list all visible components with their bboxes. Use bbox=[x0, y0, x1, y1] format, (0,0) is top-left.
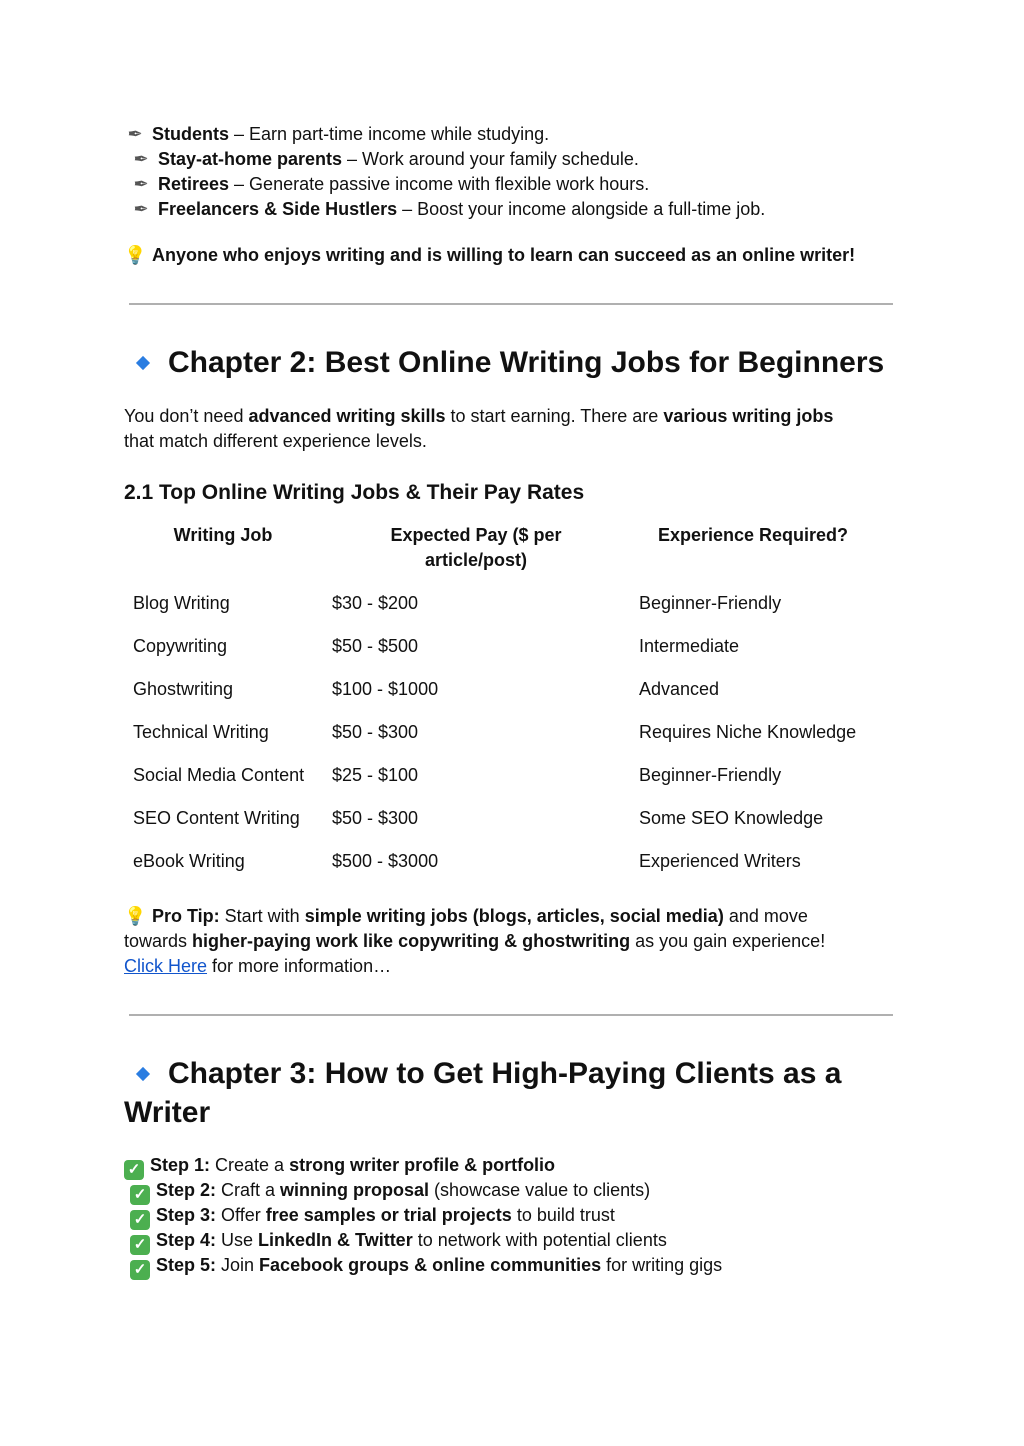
cell-pay: $50 - $300 bbox=[332, 722, 419, 742]
cell-experience: Some SEO Knowledge bbox=[639, 808, 824, 828]
pen-icon: ✒ bbox=[133, 199, 149, 219]
cell-pay: $50 - $300 bbox=[332, 808, 419, 828]
check-icon: ✓ bbox=[130, 1185, 150, 1205]
cell-pay: $50 - $500 bbox=[332, 636, 419, 656]
list-item: ✒ Stay-at-home parents – Work around your family schedule. bbox=[130, 147, 639, 172]
table-header-job: Writing Job bbox=[173, 525, 273, 545]
cell-experience: Advanced bbox=[639, 679, 720, 699]
chapter-3-title-cont: Writer bbox=[124, 1096, 211, 1129]
pen-icon: ✒ bbox=[133, 149, 149, 169]
pen-icon: ✒ bbox=[133, 174, 149, 194]
table-header-experience: Experience Required? bbox=[657, 525, 849, 545]
cell-experience: Beginner-Friendly bbox=[639, 593, 782, 613]
table-header-pay-cont: article/post) bbox=[424, 550, 528, 570]
cell-job: eBook Writing bbox=[133, 851, 245, 871]
cell-job: Social Media Content bbox=[133, 765, 305, 785]
cell-job: SEO Content Writing bbox=[133, 808, 300, 828]
chapter-2-intro: You don’t need advanced writing skills to start earning. There are various writing jobs bbox=[124, 406, 834, 426]
pro-tip: 💡 Pro Tip: Start with simple writing jobs (blogs, articles, social media) and move bbox=[124, 904, 808, 929]
step-item: ✓ Step 5: Join Facebook groups & online communities for writing gigs bbox=[130, 1253, 722, 1280]
section-title: 2.1 Top Online Writing Jobs & Their Pay Rates bbox=[124, 481, 585, 504]
cell-pay: $500 - $3000 bbox=[332, 851, 439, 871]
lightbulb-icon: 💡 bbox=[124, 245, 147, 265]
cell-job: Blog Writing bbox=[133, 593, 230, 613]
divider bbox=[129, 1014, 893, 1016]
table-header-pay: Expected Pay ($ per bbox=[390, 525, 562, 545]
step-item: ✓ Step 3: Offer free samples or trial projects to build trust bbox=[130, 1203, 615, 1230]
check-icon: ✓ bbox=[124, 1160, 144, 1180]
lightbulb-icon: 💡 bbox=[124, 906, 147, 926]
cell-job: Ghostwriting bbox=[133, 679, 234, 699]
pro-tip-link-line: Click Here for more information… bbox=[124, 956, 392, 976]
cell-pay: $25 - $100 bbox=[332, 765, 419, 785]
cell-pay: $100 - $1000 bbox=[332, 679, 439, 699]
cell-pay: $30 - $200 bbox=[332, 593, 419, 613]
chapter-2-intro-cont: that match different experience levels. bbox=[124, 431, 427, 451]
check-icon: ✓ bbox=[130, 1260, 150, 1280]
chapter-3-title: Chapter 3: How to Get High-Paying Clients as a bbox=[168, 1057, 842, 1090]
list-item: ✒ Freelancers & Side Hustlers – Boost your income alongside a full-time job. bbox=[130, 197, 765, 222]
step-item: ✓ Step 4: Use LinkedIn & Twitter to network with potential clients bbox=[130, 1228, 667, 1255]
pen-icon: ✒ bbox=[127, 124, 143, 144]
cell-experience: Intermediate bbox=[639, 636, 740, 656]
chapter-2-title: Chapter 2: Best Online Writing Jobs for Beginners bbox=[168, 346, 885, 379]
check-icon: ✓ bbox=[130, 1210, 150, 1230]
audience-note: 💡 Anyone who enjoys writing and is willing to learn can succeed as an online writer! bbox=[124, 243, 855, 268]
check-icon: ✓ bbox=[130, 1235, 150, 1255]
step-item: ✓ Step 2: Craft a winning proposal (showcase value to clients) bbox=[130, 1178, 650, 1205]
diamond-bullet-icon bbox=[136, 1067, 150, 1081]
step-item: ✓ Step 1: Create a strong writer profile & portfolio bbox=[124, 1153, 555, 1180]
list-item: ✒ Students – Earn part-time income while studying. bbox=[124, 122, 549, 147]
cell-experience: Requires Niche Knowledge bbox=[639, 722, 857, 742]
cell-job: Copywriting bbox=[133, 636, 228, 656]
cell-experience: Beginner-Friendly bbox=[639, 765, 782, 785]
cell-job: Technical Writing bbox=[133, 722, 269, 742]
list-item: ✒ Retirees – Generate passive income with flexible work hours. bbox=[130, 172, 649, 197]
pro-tip-cont: towards higher-paying work like copywriting & ghostwriting as you gain experience! bbox=[124, 931, 826, 951]
cell-experience: Experienced Writers bbox=[639, 851, 801, 871]
divider bbox=[129, 303, 893, 305]
click-here-link[interactable]: Click Here bbox=[124, 956, 208, 976]
diamond-bullet-icon bbox=[136, 356, 150, 370]
